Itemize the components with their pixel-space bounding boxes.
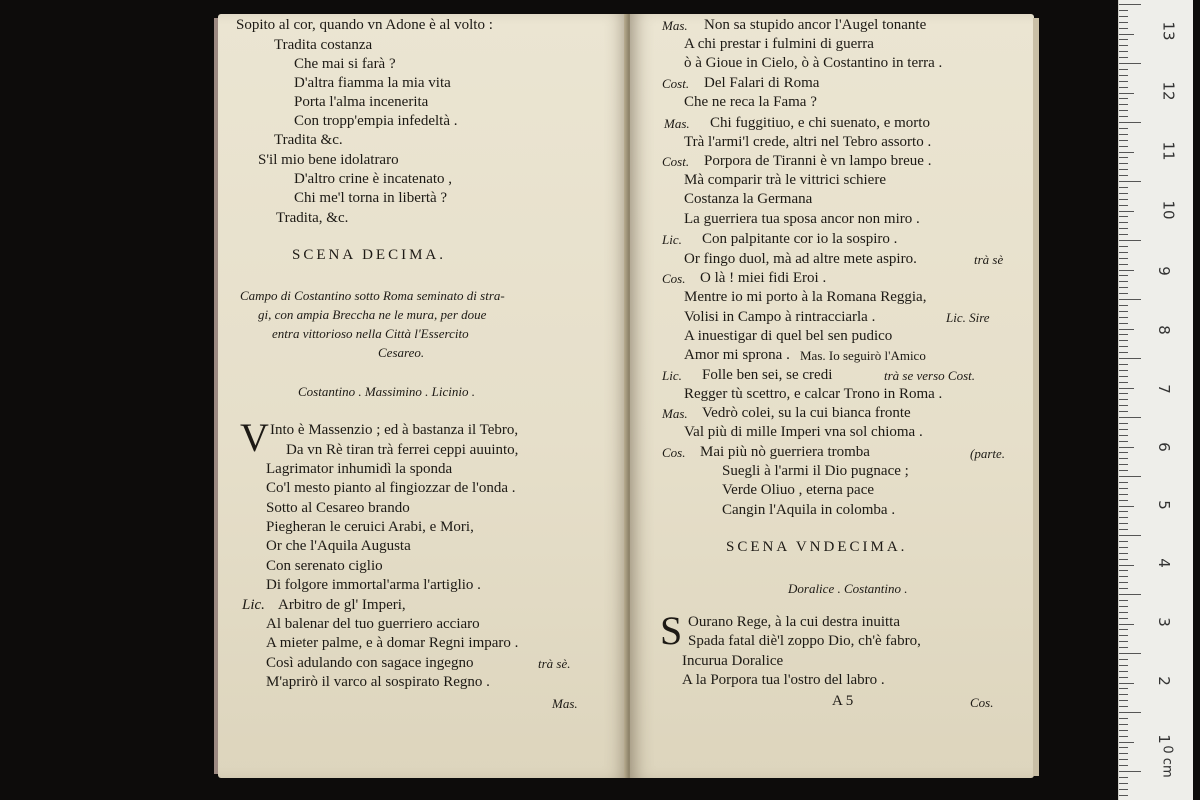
ruler-tick: [1119, 423, 1128, 424]
ruler-tick: [1119, 629, 1128, 630]
ruler-tick: [1119, 146, 1128, 147]
verse-line: Val più di mille Imperi vna sol chioma .: [684, 424, 923, 440]
ruler-tick: [1119, 494, 1128, 495]
ruler-tick: [1119, 588, 1128, 589]
text-line: D'altra fiamma la mia vita: [294, 75, 451, 91]
scene-title: SCENA DECIMA.: [292, 247, 447, 263]
ruler-number: 13: [1159, 21, 1178, 41]
verse-line: Cangin l'Aquila in colomba .: [722, 502, 896, 518]
speaker-label: Mas.: [662, 18, 688, 33]
drop-cap: V: [240, 415, 269, 460]
ruler-tick: [1119, 264, 1128, 265]
verse-line: Con serenato ciglio: [266, 558, 383, 574]
ruler-tick: [1119, 69, 1128, 70]
left-page: [218, 14, 628, 778]
ruler-tick: [1119, 329, 1134, 330]
ruler-tick: [1119, 517, 1128, 518]
ruler-tick: [1119, 452, 1128, 453]
ruler-tick: [1119, 665, 1128, 666]
verse-line: Trà l'armi'l crede, altri nel Tebro assorto .: [684, 134, 932, 150]
verse-line: Mà comparir trà le vittrici schiere: [684, 172, 886, 188]
ruler-tick: [1119, 81, 1128, 82]
ruler-tick: [1119, 258, 1128, 259]
ruler-tick: [1119, 187, 1128, 188]
speaker-label: Mas.: [662, 406, 688, 421]
stage-direction-line: Cesareo.: [378, 345, 425, 360]
ruler-tick: [1119, 506, 1134, 507]
ruler-tick: [1119, 16, 1128, 17]
ruler-tick: [1119, 293, 1128, 294]
ruler-tick: [1119, 169, 1128, 170]
ruler-tick: [1119, 104, 1128, 105]
verse-line: Incurua Doralice: [682, 653, 784, 669]
ruler-tick: [1119, 382, 1128, 383]
catchword: Mas.: [552, 696, 578, 711]
ruler-tick: [1119, 157, 1128, 158]
ruler-tick: [1119, 116, 1128, 117]
ruler-tick: [1119, 34, 1134, 35]
ruler-tick: [1119, 87, 1128, 88]
speaker-label: Cos.: [662, 271, 686, 286]
stage-aside: trà sè: [974, 252, 1004, 267]
ruler-tick: [1119, 128, 1128, 129]
ruler-tick: [1119, 730, 1128, 731]
verse-line: Regger tù scettro, e calcar Trono in Roma .: [684, 386, 943, 402]
ruler-tick: [1119, 281, 1128, 282]
ruler-tick: [1119, 582, 1128, 583]
ruler-tick: [1119, 606, 1128, 607]
verse-line: Piegheran le ceruici Arabi, e Mori,: [266, 519, 474, 535]
ruler-tick: [1119, 612, 1128, 613]
ruler-tick: [1119, 653, 1141, 654]
ruler-tick: [1119, 10, 1128, 11]
stage-aside: trà se verso Cost.: [884, 368, 975, 383]
signature-mark: A 5: [832, 693, 854, 709]
ruler-tick: [1119, 299, 1141, 300]
ruler-tick: [1119, 211, 1134, 212]
verse-line: Con palpitante cor io la sospiro .: [702, 231, 898, 247]
ruler-tick: [1119, 635, 1128, 636]
speaker-label: Cost.: [662, 76, 690, 91]
ruler-tick: [1119, 417, 1141, 418]
verse-line: A mieter palme, e à domar Regni imparo .: [266, 635, 519, 651]
ruler-tick: [1119, 4, 1141, 5]
ruler-tick: [1119, 736, 1128, 737]
verse-line: Verde Oliuo , eterna pace: [722, 482, 875, 498]
speaker-label: Cost.: [662, 154, 690, 169]
ruler-tick: [1119, 647, 1128, 648]
ruler-tick: [1119, 641, 1128, 642]
text-line: Tradita, &c.: [276, 210, 349, 226]
right-page: [630, 14, 1034, 778]
text-line: Sopito al cor, quando vn Adone è al volto :: [236, 17, 493, 33]
character-list: Costantino . Massimino . Licinio .: [298, 384, 475, 399]
ruler-tick: [1119, 93, 1134, 94]
ruler-tick: [1119, 175, 1128, 176]
ruler-number: 11: [1159, 141, 1178, 161]
ruler-tick: [1119, 570, 1128, 571]
ruler-tick: [1119, 783, 1128, 784]
verse-line: Volisi in Campo à rintracciarla .: [684, 309, 876, 325]
ruler-tick: [1119, 795, 1128, 796]
verse-line: Del Falari di Roma: [704, 75, 820, 91]
verse-line: Folle ben sei, se credi: [702, 367, 833, 383]
verse-line: Vedrò colei, su la cui bianca fronte: [702, 405, 911, 421]
ruler-number: 5: [1154, 500, 1173, 510]
verse-line: Costanza la Germana: [684, 191, 813, 207]
ruler-tick: [1119, 500, 1128, 501]
verse-line: Sotto al Cesareo brando: [266, 500, 410, 516]
verse-line: A chi prestar i fulmini di guerra: [684, 36, 874, 52]
speaker-label: Lic.: [242, 597, 265, 613]
ruler-tick: [1119, 334, 1128, 335]
ruler-tick: [1119, 317, 1128, 318]
ruler-number: 10: [1159, 200, 1178, 220]
ruler-tick: [1119, 234, 1128, 235]
speaker-label: Mas.: [664, 116, 690, 131]
ruler-tick: [1119, 222, 1128, 223]
ruler-number: 2: [1154, 676, 1173, 686]
ruler-tick: [1119, 777, 1128, 778]
speaker-label: Lic.: [662, 368, 682, 383]
verse-line: Co'l mesto pianto al fingiozzar de l'onda .: [266, 480, 516, 496]
ruler-number: 4: [1154, 558, 1173, 568]
ruler-tick: [1119, 205, 1128, 206]
ruler-tick: [1119, 441, 1128, 442]
ruler-tick: [1119, 45, 1128, 46]
stage-direction-line: gi, con ampia Breccha ne le mura, per doue: [258, 307, 487, 322]
ruler-tick: [1119, 671, 1128, 672]
verse-line: ò à Gioue in Cielo, ò à Costantino in terra .: [684, 55, 943, 71]
ruler-tick: [1119, 28, 1128, 29]
ruler-tick: [1119, 759, 1128, 760]
verse-line: Or fingo duol, mà ad altre mete aspiro.: [684, 251, 917, 267]
ruler-tick: [1119, 376, 1128, 377]
speaker-label: Cos.: [662, 445, 686, 460]
ruler-tick: [1119, 659, 1128, 660]
ruler-tick: [1119, 683, 1134, 684]
verse-line: M'aprirò il varco al sospirato Regno .: [266, 674, 490, 690]
ruler-tick: [1119, 753, 1128, 754]
ruler-number: 12: [1159, 81, 1178, 101]
ruler-tick: [1119, 742, 1134, 743]
ruler-tick: [1119, 122, 1141, 123]
ruler-tick: [1119, 429, 1128, 430]
stage-aside: (parte.: [970, 446, 1006, 461]
ruler-number: 8: [1154, 325, 1173, 335]
verse-line: A inuestigar di quel bel sen pudico: [684, 328, 893, 344]
ruler-tick: [1119, 771, 1141, 772]
verse-line: Mai più nò guerriera tromba: [700, 444, 870, 460]
ruler-tick: [1119, 311, 1128, 312]
ruler-tick: [1119, 98, 1128, 99]
ruler-tick: [1119, 39, 1128, 40]
ruler-tick: [1119, 199, 1128, 200]
stage-direction-line: entra vittorioso nella Città l'Essercito: [272, 326, 469, 341]
ruler-tick: [1119, 594, 1141, 595]
ruler-tick: [1119, 275, 1128, 276]
ruler-tick: [1119, 340, 1128, 341]
verse-line: Porpora de Tiranni è vn lampo breue .: [704, 153, 932, 169]
ruler-tick: [1119, 541, 1128, 542]
ruler-tick: [1119, 57, 1128, 58]
ruler-tick: [1119, 216, 1128, 217]
ruler-tick: [1119, 405, 1128, 406]
ruler-tick: [1119, 388, 1134, 389]
ruler-tick: [1119, 63, 1141, 64]
ruler-unit: 0 cm: [1159, 745, 1175, 778]
ruler-tick: [1119, 193, 1128, 194]
text-line: Chi me'l torna in libertà ?: [294, 190, 448, 206]
drop-cap: S: [660, 608, 683, 653]
ruler-tick: [1119, 240, 1141, 241]
ruler-tick: [1119, 75, 1128, 76]
verse-line: Non sa stupido ancor l'Augel tonante: [704, 17, 927, 33]
ruler-tick: [1119, 447, 1134, 448]
ruler-tick: [1119, 134, 1128, 135]
book-edge-right: [1033, 18, 1039, 776]
ruler-tick: [1119, 547, 1128, 548]
ruler-tick: [1119, 352, 1128, 353]
ruler-tick: [1119, 600, 1128, 601]
stage-aside: Lic. Sire: [946, 310, 990, 325]
ruler-tick: [1119, 470, 1128, 471]
ruler-tick: [1119, 718, 1128, 719]
speaker-label: Lic.: [662, 232, 682, 247]
verse-line: Di folgore immortal'arma l'artiglio .: [266, 577, 481, 593]
ruler-tick: [1119, 163, 1128, 164]
ruler-tick: [1119, 140, 1128, 141]
stage-aside: Mas. Io seguirò l'Amico: [800, 348, 926, 363]
ruler-tick: [1119, 464, 1128, 465]
verse-line: O là ! miei fidi Eroi .: [700, 270, 827, 286]
verse-line: Suegli à l'armi il Dio pugnace ;: [722, 463, 909, 479]
verse-line: Chi fuggitiuo, e chi suenato, e morto: [710, 115, 930, 131]
ruler-tick: [1119, 523, 1128, 524]
ruler-tick: [1119, 346, 1128, 347]
ruler-tick: [1119, 677, 1128, 678]
ruler-number: 7: [1154, 384, 1173, 394]
character-list: Doralice . Costantino .: [788, 581, 908, 596]
ruler-tick: [1119, 765, 1128, 766]
ruler-tick: [1119, 287, 1128, 288]
ruler-number: 6: [1154, 442, 1173, 452]
text-line: Che mai si farà ?: [294, 56, 396, 72]
ruler-tick: [1119, 700, 1128, 701]
verse-line: Così adulando con sagace ingegno: [266, 655, 474, 671]
ruler-tick: [1119, 364, 1128, 365]
ruler-tick: [1119, 152, 1134, 153]
ruler-tick: [1119, 553, 1128, 554]
text-line: D'altro crine è incatenato ,: [294, 171, 453, 187]
text-line: Tradita &c.: [274, 132, 343, 148]
ruler-tick: [1119, 482, 1128, 483]
verse-line: Or che l'Aquila Augusta: [266, 538, 411, 554]
ruler-tick: [1119, 393, 1128, 394]
scene-title: SCENA VNDECIMA.: [726, 539, 908, 555]
verse-line: Ourano Rege, à la cui destra inuitta: [688, 614, 901, 630]
ruler-tick: [1119, 529, 1128, 530]
ruler-tick: [1119, 565, 1134, 566]
ruler-tick: [1119, 370, 1128, 371]
ruler-tick: [1119, 399, 1128, 400]
ruler-tick: [1119, 747, 1128, 748]
ruler-tick: [1119, 181, 1141, 182]
ruler-tick: [1119, 323, 1128, 324]
ruler-number: 3: [1154, 617, 1173, 627]
ruler-number: 9: [1154, 266, 1173, 276]
stage-aside: trà sè.: [538, 656, 571, 671]
ruler-tick: [1119, 488, 1128, 489]
verse-line: Da vn Rè tiran trà ferrei ceppi auuinto,: [286, 442, 519, 458]
catchword: Cos.: [970, 695, 994, 710]
ruler-tick: [1119, 535, 1141, 536]
ruler-tick: [1119, 246, 1128, 247]
ruler-tick: [1119, 511, 1128, 512]
ruler-tick: [1119, 724, 1128, 725]
text-line: Con tropp'empia infedeltà .: [294, 113, 458, 129]
ruler-tick: [1119, 110, 1128, 111]
measuring-ruler: [1118, 0, 1193, 800]
verse-line: Arbitro de gl' Imperi,: [278, 597, 406, 613]
ruler-tick: [1119, 694, 1128, 695]
ruler-tick: [1119, 712, 1141, 713]
verse-line: Lagrimator inhumidì la sponda: [266, 461, 453, 477]
verse-line: Spada fatal diè'l zoppo Dio, ch'è fabro,: [688, 633, 921, 649]
ruler-tick: [1119, 270, 1134, 271]
ruler-tick: [1119, 618, 1128, 619]
ruler-tick: [1119, 252, 1128, 253]
ruler-tick: [1119, 476, 1141, 477]
ruler-tick: [1119, 22, 1128, 23]
ruler-tick: [1119, 228, 1128, 229]
ruler-tick: [1119, 305, 1128, 306]
verse-line: Amor mi sprona .: [684, 347, 790, 363]
verse-line: La guerriera tua sposa ancor non miro .: [684, 211, 920, 227]
verse-line: A la Porpora tua l'ostro del labro .: [682, 672, 885, 688]
ruler-number: 1: [1154, 734, 1173, 744]
verse-line: Into è Massenzio ; ed à bastanza il Tebro,: [270, 422, 519, 438]
ruler-tick: [1119, 688, 1128, 689]
ruler-tick: [1119, 411, 1128, 412]
stage-direction-line: Campo di Costantino sotto Roma seminato di stra-: [240, 288, 505, 303]
ruler-tick: [1119, 706, 1128, 707]
ruler-tick: [1119, 789, 1128, 790]
ruler-tick: [1119, 358, 1141, 359]
verse-line: Mentre io mi porto à la Romana Reggia,: [684, 289, 927, 305]
ruler-tick: [1119, 624, 1134, 625]
ruler-tick: [1119, 576, 1128, 577]
ruler-tick: [1119, 435, 1128, 436]
text-line: Porta l'alma incenerita: [294, 94, 429, 110]
text-line: S'il mio bene idolatraro: [258, 152, 399, 168]
ruler-tick: [1119, 51, 1128, 52]
verse-line: Che ne reca la Fama ?: [684, 94, 817, 110]
verse-line: Al balenar del tuo guerriero acciaro: [266, 616, 480, 632]
ruler-tick: [1119, 458, 1128, 459]
text-line: Tradita costanza: [274, 37, 373, 53]
ruler-tick: [1119, 559, 1128, 560]
